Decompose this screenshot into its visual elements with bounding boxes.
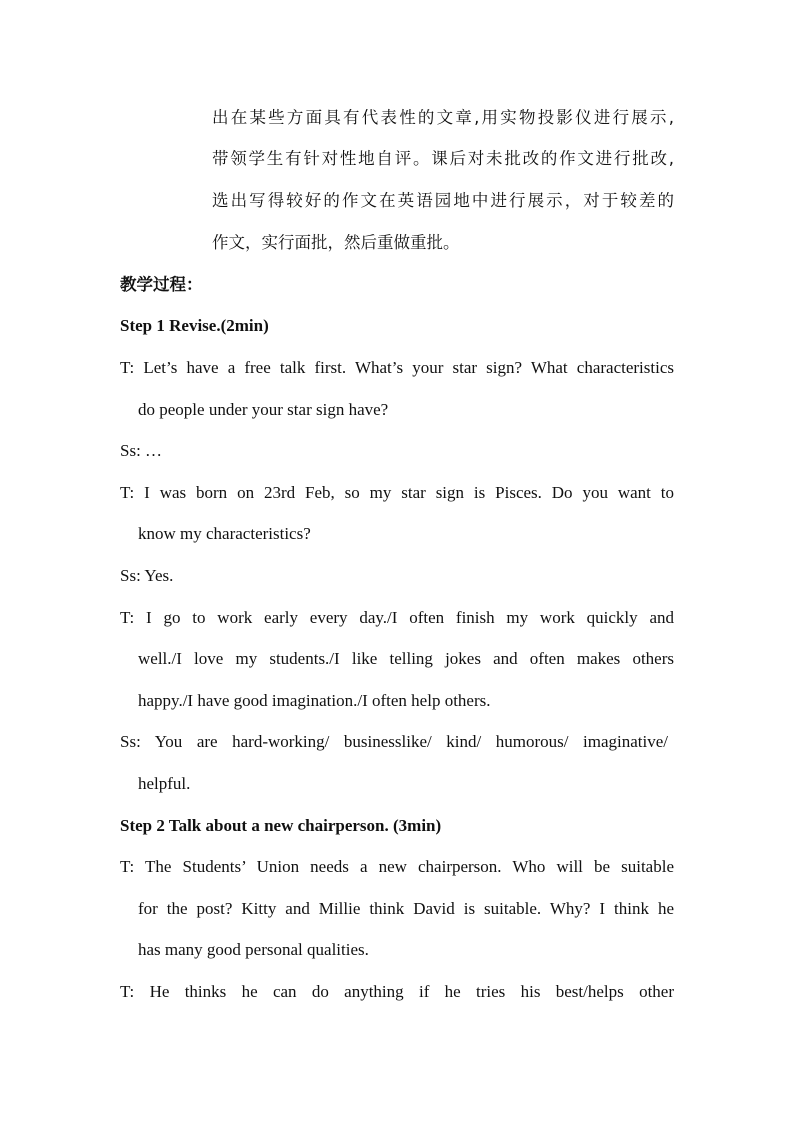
process-heading: 教学过程： xyxy=(120,275,203,294)
step1-line-10: Ss: You are hard-working/ businesslike/ kind/ humorous/ imaginative/ xyxy=(120,732,668,751)
step1-line-1: T: Let’s have a free talk first. What’s your star sign? What characteristics xyxy=(120,358,674,377)
intro-line-3: 选出写得较好的作文在英语园地中进行展示，对于较差的 xyxy=(212,191,674,210)
step1-line-6: Ss: Yes. xyxy=(120,566,174,585)
intro-line-4: 作文，实行面批，然后重做重批。 xyxy=(212,233,460,252)
step2-line-1: T: The Students’ Union needs a new chairperson. Who will be suitable xyxy=(120,857,674,876)
step1-line-4: T: I was born on 23rd Feb, so my star sign is Pisces. Do you want to xyxy=(120,483,674,502)
step1-line-2: do people under your star sign have? xyxy=(138,400,389,419)
step1-line-3: Ss: … xyxy=(120,441,163,460)
intro-line-1: 出在某些方面具有代表性的文章,用实物投影仪进行展示, xyxy=(212,108,674,127)
step1-line-11: helpful. xyxy=(138,774,191,793)
step1-line-8: well./I love my students./I like telling jokes and often makes others xyxy=(138,649,674,668)
step1-line-9: happy./I have good imagination./I often help others. xyxy=(138,691,491,710)
intro-line-2: 带领学生有针对性地自评。课后对未批改的作文进行批改, xyxy=(212,149,674,168)
step2-line-3: has many good personal qualities. xyxy=(138,940,369,959)
step2-line-4: T: He thinks he can do anything if he tries his best/helps other xyxy=(120,982,674,1001)
step1-line-5: know my characteristics? xyxy=(138,524,311,543)
step1-line-7: T: I go to work early every day./I often finish my work quickly and xyxy=(120,608,674,627)
step2-line-2: for the post? Kitty and Millie think David is suitable. Why? I think he xyxy=(138,899,674,918)
step2-heading: Step 2 Talk about a new chairperson. (3min) xyxy=(120,816,442,835)
step1-heading: Step 1 Revise.(2min) xyxy=(120,316,269,335)
